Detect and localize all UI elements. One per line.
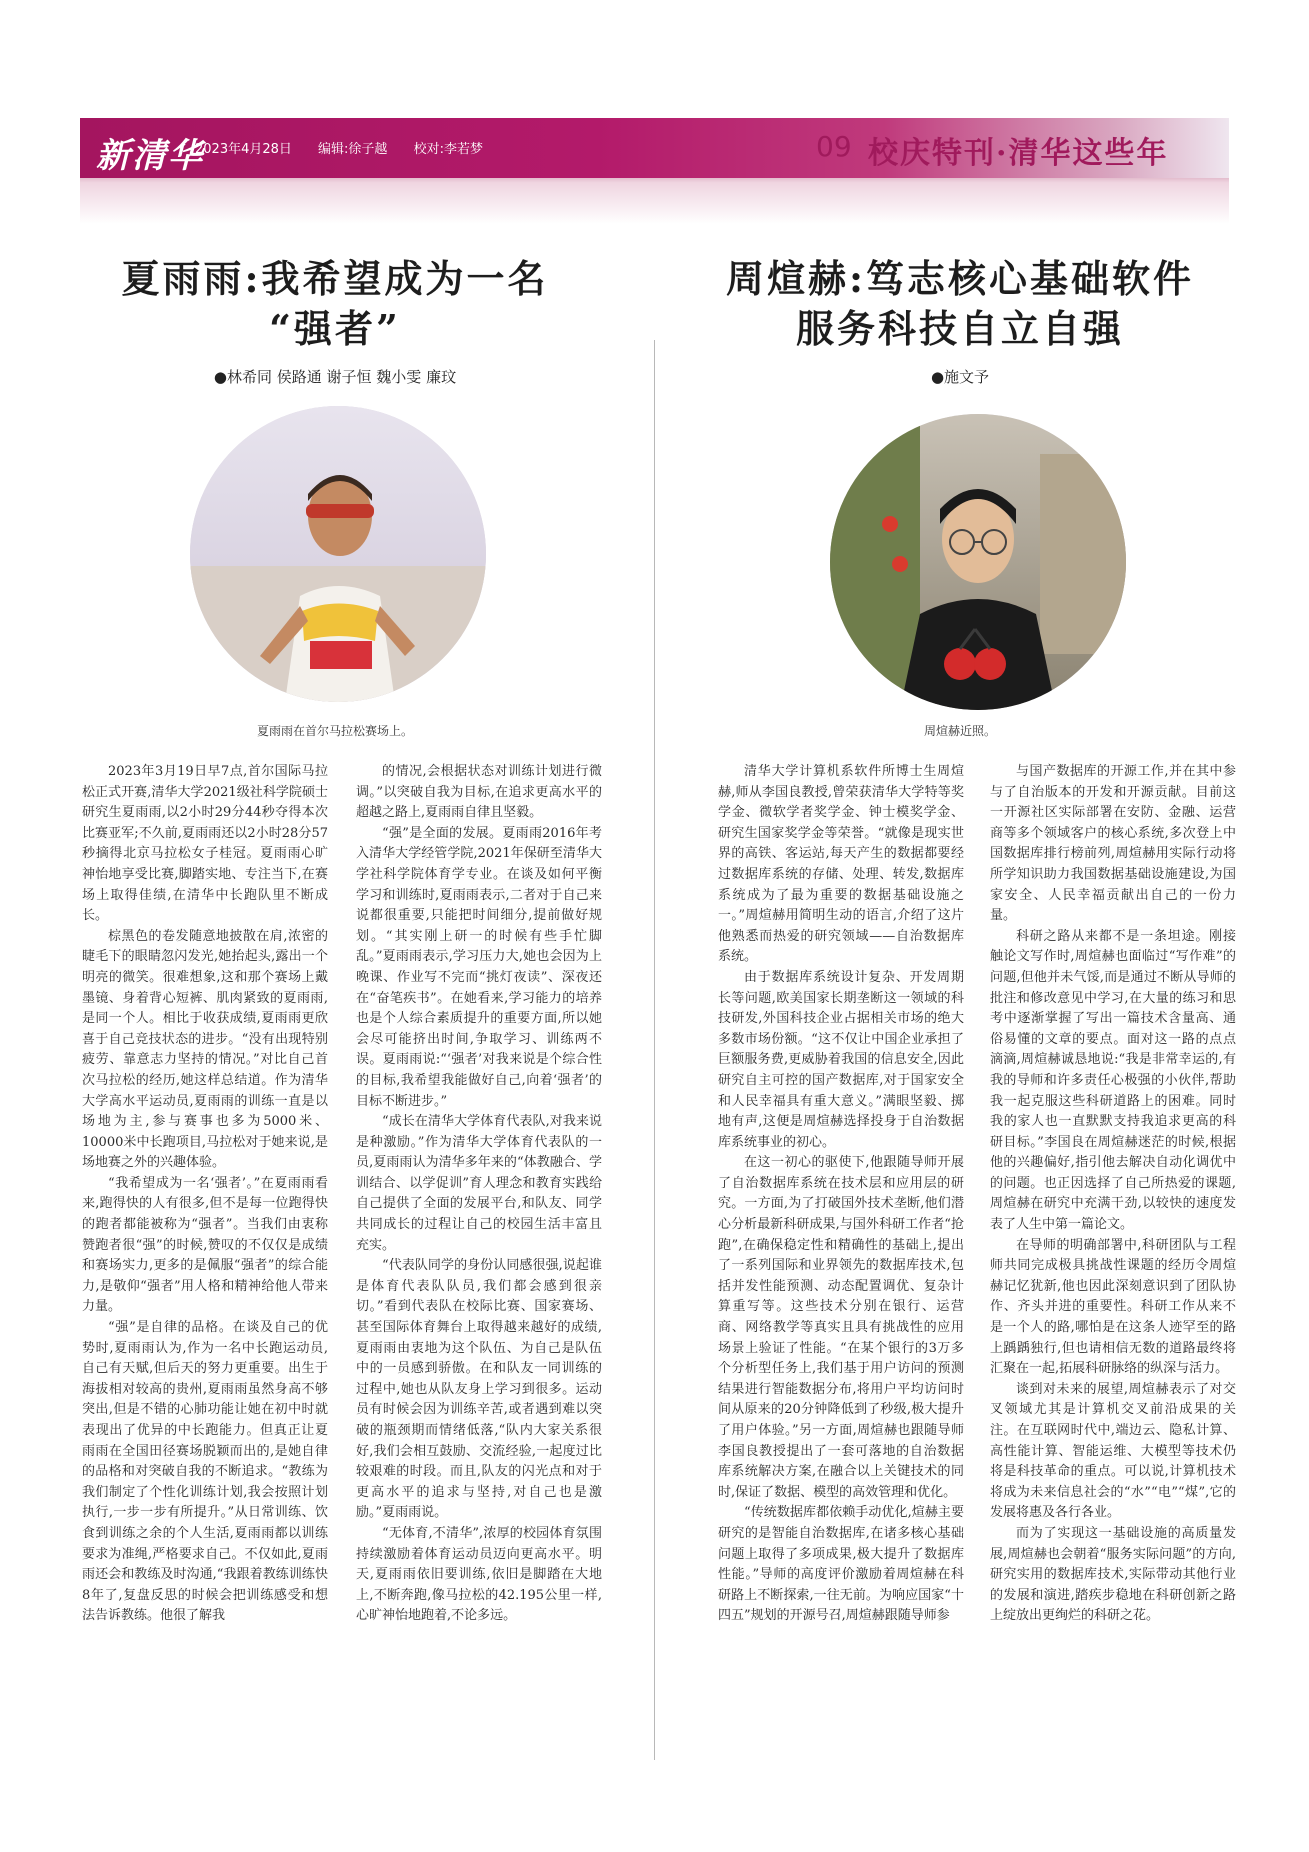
masthead-meta [195,138,505,157]
left-title-line2: “强者” [269,306,401,351]
issue-date: 2023年4月28日 [195,142,292,157]
left-col2-text [356,762,602,1627]
masthead-banner [80,118,1229,178]
newspaper-logo: 新清华 [96,136,204,176]
paragraph: 谈到对未来的展望,周煊赫表示了对交叉领域尤其是计算机交叉前沿成果的关注。在互联网时代中,端边云、隐私计算、高性能计算、智能运维、大模型等技术仍将是科技革命的重点。可以说,计算机技术将成为未来信息社会的“水”“电”“煤”,它的发展将惠及各行各业。 [990,1381,1236,1521]
left-portrait-photo [190,406,486,702]
left-article-col1 [82,762,328,1627]
right-portrait-photo [830,414,1126,710]
right-article-col1 [718,762,964,1627]
paragraph: “传统数据库都依赖手动优化,煊赫主要研究的是智能自治数据库,在诸多核心基础问题上取得了多项成果,极大提升了数据库性能。”导师的高度评价激励着周煊赫在科研路上不断探索,一往无前。为响应国家“十四五”规划的开源号召,周煊赫跟随导师参 [718,1505,964,1624]
section-title: 校庆特刊·清华这些年 [868,136,1169,171]
paragraph: 在这一初心的驱使下,他跟随导师开展了自治数据库系统在技术层和应用层的研究。一方面,为了打破国外技术垄断,他们潜心分析最新科研成果,与国外科研工作者“抢跑”,在确保稳定性和精确性的基础上,提出了一系列国际和业界领先的数据库技术,包括并发性能预测、动态配置调优、复杂计算重写等。这些技术分别在银行、运营商、网络教学等真实且具有挑战性的应用场景上验证了性能。“在某个银行的3万多个分析型任务上,我们基于用户访问的预测结果进行智能数据分布,将用户平均访问时间从原来的20分钟降低到了秒级,极大提升了用户体验。”另一方面,周煊赫也跟随导师李国良教授提出了一套可落地的自治数据库系统解决方案,在融合以上关键技术的同时,保证了数据、模型的高效管理和优化。 [718,1155,964,1500]
paragraph: “强”是自律的品格。在谈及自己的优势时,夏雨雨认为,作为一名中长跑运动员,自己有天赋,但后天的努力更重要。出生于海拔相对较高的贵州,夏雨雨虽然身高不够突出,但是不错的心肺功能让她在初中时就表现出了优异的中长跑能力。但真正让夏雨雨在全国田径赛场脱颖而出的,是她自律的品格和对突破自我的不断追求。“教练为我们制定了个性化训练计划,我会按照计划执行,一步一步有所提升。”从日常训练、饮食到训练之余的个人生活,夏雨雨都以训练要求为准绳,严格要求自己。不仅如此,夏雨雨还会和教练及时沟通,“我跟着教练训练快8年了,复盘反思的时候会把训练感受和想法告诉教练。他很了解我 [82,1320,328,1624]
page-number: 09 [816,130,852,163]
right-title-line1: 周煊赫:笃志核心基础软件 [725,256,1195,301]
paragraph: 与国产数据库的开源工作,并在其中参与了自治版本的开发和开源贡献。目前这一开源社区实际部署在安防、金融、运营商等多个领域客户的核心系统,多次登上中国数据库排行榜前列,周煊赫用实际行动将所学知识助力我国数据基础设施建设,为国家安全、人民幸福贡献出自己的一份力量。 [990,764,1236,924]
left-col1-text [82,762,328,1627]
paragraph: 清华大学计算机系软件所博士生周煊赫,师从李国良教授,曾荣获清华大学特等奖学金、微软学者奖学金、钟士模奖学金、研究生国家奖学金等荣誉。“就像是现实世界的高铁、客运站,每天产生的数据都要经过数据库系统的存储、处理、转发,数据库系统成为了最为重要的数据基础设施之一。”周煊赫用简明生动的语言,介绍了这片他熟悉而热爱的研究领域——自治数据库系统。 [718,764,964,965]
paragraph: “代表队同学的身份认同感很强,说起谁是体育代表队队员,我们都会感到很亲切。”看到代表队在校际比赛、国家赛场、甚至国际体育舞台上取得越来越好的成绩,夏雨雨由衷地为这个队伍、为自己是队伍中的一员感到骄傲。在和队友一同训练的过程中,她也从队友身上学习到很多。运动员有时候会因为训练辛苦,或者遇到难以突破的瓶颈期而情绪低落,“队内大家关系很好,我们会相互鼓励、交流经验,一起度过比较艰难的时段。而且,队友的闪光点和对于更高水平的追求与坚持,对自己也是激励。”夏雨雨说。 [356,1258,602,1521]
left-article-col2 [356,762,602,1627]
editor-credit: 编辑:徐子越 [318,142,388,157]
left-photo-caption: 夏雨雨在首尔马拉松赛场上。 [256,724,413,738]
right-col2-text [990,762,1236,1627]
right-col1-text [718,762,964,1627]
paragraph: 在导师的明确部署中,科研团队与工程师共同完成极具挑战性课题的经历令周煊赫记忆犹新,他也因此深刻意识到了团队协作、齐头并进的重要性。科研工作从来不是一个人的路,哪怕是在这条人迹罕至的路上踽踽独行,但也请相信无数的道路最终将汇聚在一起,拓展科研脉络的纵深与活力。 [990,1237,1236,1377]
right-byline: ●施文予 [930,368,990,386]
right-article-title [690,254,1230,354]
right-article-col2 [990,762,1236,1627]
left-byline: ●林希同 侯路通 谢子恒 魏小雯 廉玟 [213,368,457,386]
right-photo-caption: 周煊赫近照。 [923,724,996,738]
left-title-line1: 夏雨雨:我希望成为一名 [121,256,549,301]
paragraph: 科研之路从来都不是一条坦途。刚接触论文写作时,周煊赫也面临过“写作难”的问题,但他并未气馁,而是通过不断从导师的批注和修改意见中学习,在大量的练习和思考中逐渐掌握了写出一篇技术含量高、通俗易懂的文章的要点。面对这一路的点点滴滴,周煊赫诚恳地说:“我是非常幸运的,有我的导师和许多责任心极强的小伙伴,帮助我一起克服这些科研道路上的困难。同时我的家人也一直默默支持我追求更高的科研目标。”李国良在周煊赫迷茫的时候,根据他的兴趣偏好,指引他去解决自动化调优中的问题。也正因选择了自己所热爱的课题,周煊赫在研究中充满干劲,以较快的速度发表了人生中第一篇论文。 [990,928,1236,1233]
right-title-line2: 服务科技自立自强 [795,306,1124,351]
paragraph: “强”是全面的发展。夏雨雨2016年考入清华大学经管学院,2021年保研至清华大学社科学院体育学专业。在谈及如何平衡学习和训练时,夏雨雨表示,二者对于自己来说都很重要,只能把时间细分,提前做好规划。“其实刚上研一的时候有些手忙脚乱。”夏雨雨表示,学习压力大,她也会因为上晚课、作业写不完而“挑灯夜读”、深夜还在“奋笔疾书”。在她看来,学习能力的培养也是个人综合素质提升的重要方面,所以她会尽可能挤出时间,争取学习、训练两不误。夏雨雨说:“‘强者’对我来说是个综合性的目标,我希望我能做好自己,向着‘强者’的目标不断进步。” [356,825,602,1109]
proofreader-credit: 校对:李若梦 [413,142,483,157]
paragraph: 的情况,会根据状态对训练计划进行微调。”以突破自我为目标,在追求更高水平的超越之路上,夏雨雨自律且坚毅。 [356,764,602,821]
paragraph: 2023年3月19日早7点,首尔国际马拉松正式开赛,清华大学2021级社科学院硕士研究生夏雨雨,以2小时29分44秒夺得本次比赛亚军;不久前,夏雨雨还以2小时28分57秒摘得北京马拉松女子桂冠。夏雨雨心旷神怡地享受比赛,脚踏实地、专注当下,在赛场上取得佳绩,在清华中长跑队里不断成长。 [82,764,328,924]
header-fade [80,178,1229,224]
paragraph: 棕黑色的卷发随意地披散在肩,浓密的睫毛下的眼睛忽闪发光,她抬起头,露出一个明亮的微笑。很难想象,这和那个赛场上戴墨镜、身着背心短裤、肌肉紧致的夏雨雨,是同一个人。相比于收获成绩,夏雨雨更欣喜于自己竞技状态的进步。“没有出现特别疲劳、靠意志力坚持的情况。”对比自己首次马拉松的经历,她这样总结道。作为清华大学高水平运动员,夏雨雨的训练一直是以场地为主,参与赛事也多为5000米、10000米中长跑项目,马拉松对于她来说,是场地赛之外的兴趣体验。 [82,928,328,1171]
column-divider [654,340,655,1760]
paragraph: “无体育,不清华”,浓厚的校园体育氛围持续激励着体育运动员迈向更高水平。明天,夏雨雨依旧要训练,依旧是脚踏在大地上,不断奔跑,像马拉松的42.195公里一样,心旷神怡地跑着,不论多远。 [356,1525,602,1624]
paragraph: “成长在清华大学体育代表队,对我来说是种激励。”作为清华大学体育代表队的一员,夏雨雨认为清华多年来的“体教融合、学训结合、以学促训”育人理念和教育实践给自己提供了全面的发展平台,和队友、同学共同成长的过程让自己的校园生活丰富且充实。 [356,1114,602,1253]
paragraph: “我希望成为一名‘强者’。”在夏雨雨看来,跑得快的人有很多,但不是每一位跑得快的跑者都能被称为“强者”。当我们由衷称赞跑者很“强”的时候,赞叹的不仅仅是成绩和赛场实力,更多的是佩服“强者”的综合能力,是敬仰“强者”用人格和精神给他人带来力量。 [82,1175,328,1315]
left-article-title [100,254,570,354]
paragraph: 由于数据库系统设计复杂、开发周期长等问题,欧美国家长期垄断这一领域的科技研发,外国科技企业占据相关市场的绝大多数市场份额。“这不仅让中国企业承担了巨额服务费,更威胁着我国的信息安全,因此研究自主可控的国产数据库,对于国家安全和人民幸福具有重大意义。”满眼坚毅、掷地有声,这便是周煊赫选择投身于自治数据库系统事业的初心。 [718,969,964,1150]
paragraph: 而为了实现这一基础设施的高质量发展,周煊赫也会朝着“服务实际问题”的方向,研究实用的数据库技术,实际带动其他行业的发展和演进,踏疾步稳地在科研创新之路上绽放出更绚烂的科研之花。 [990,1525,1236,1624]
